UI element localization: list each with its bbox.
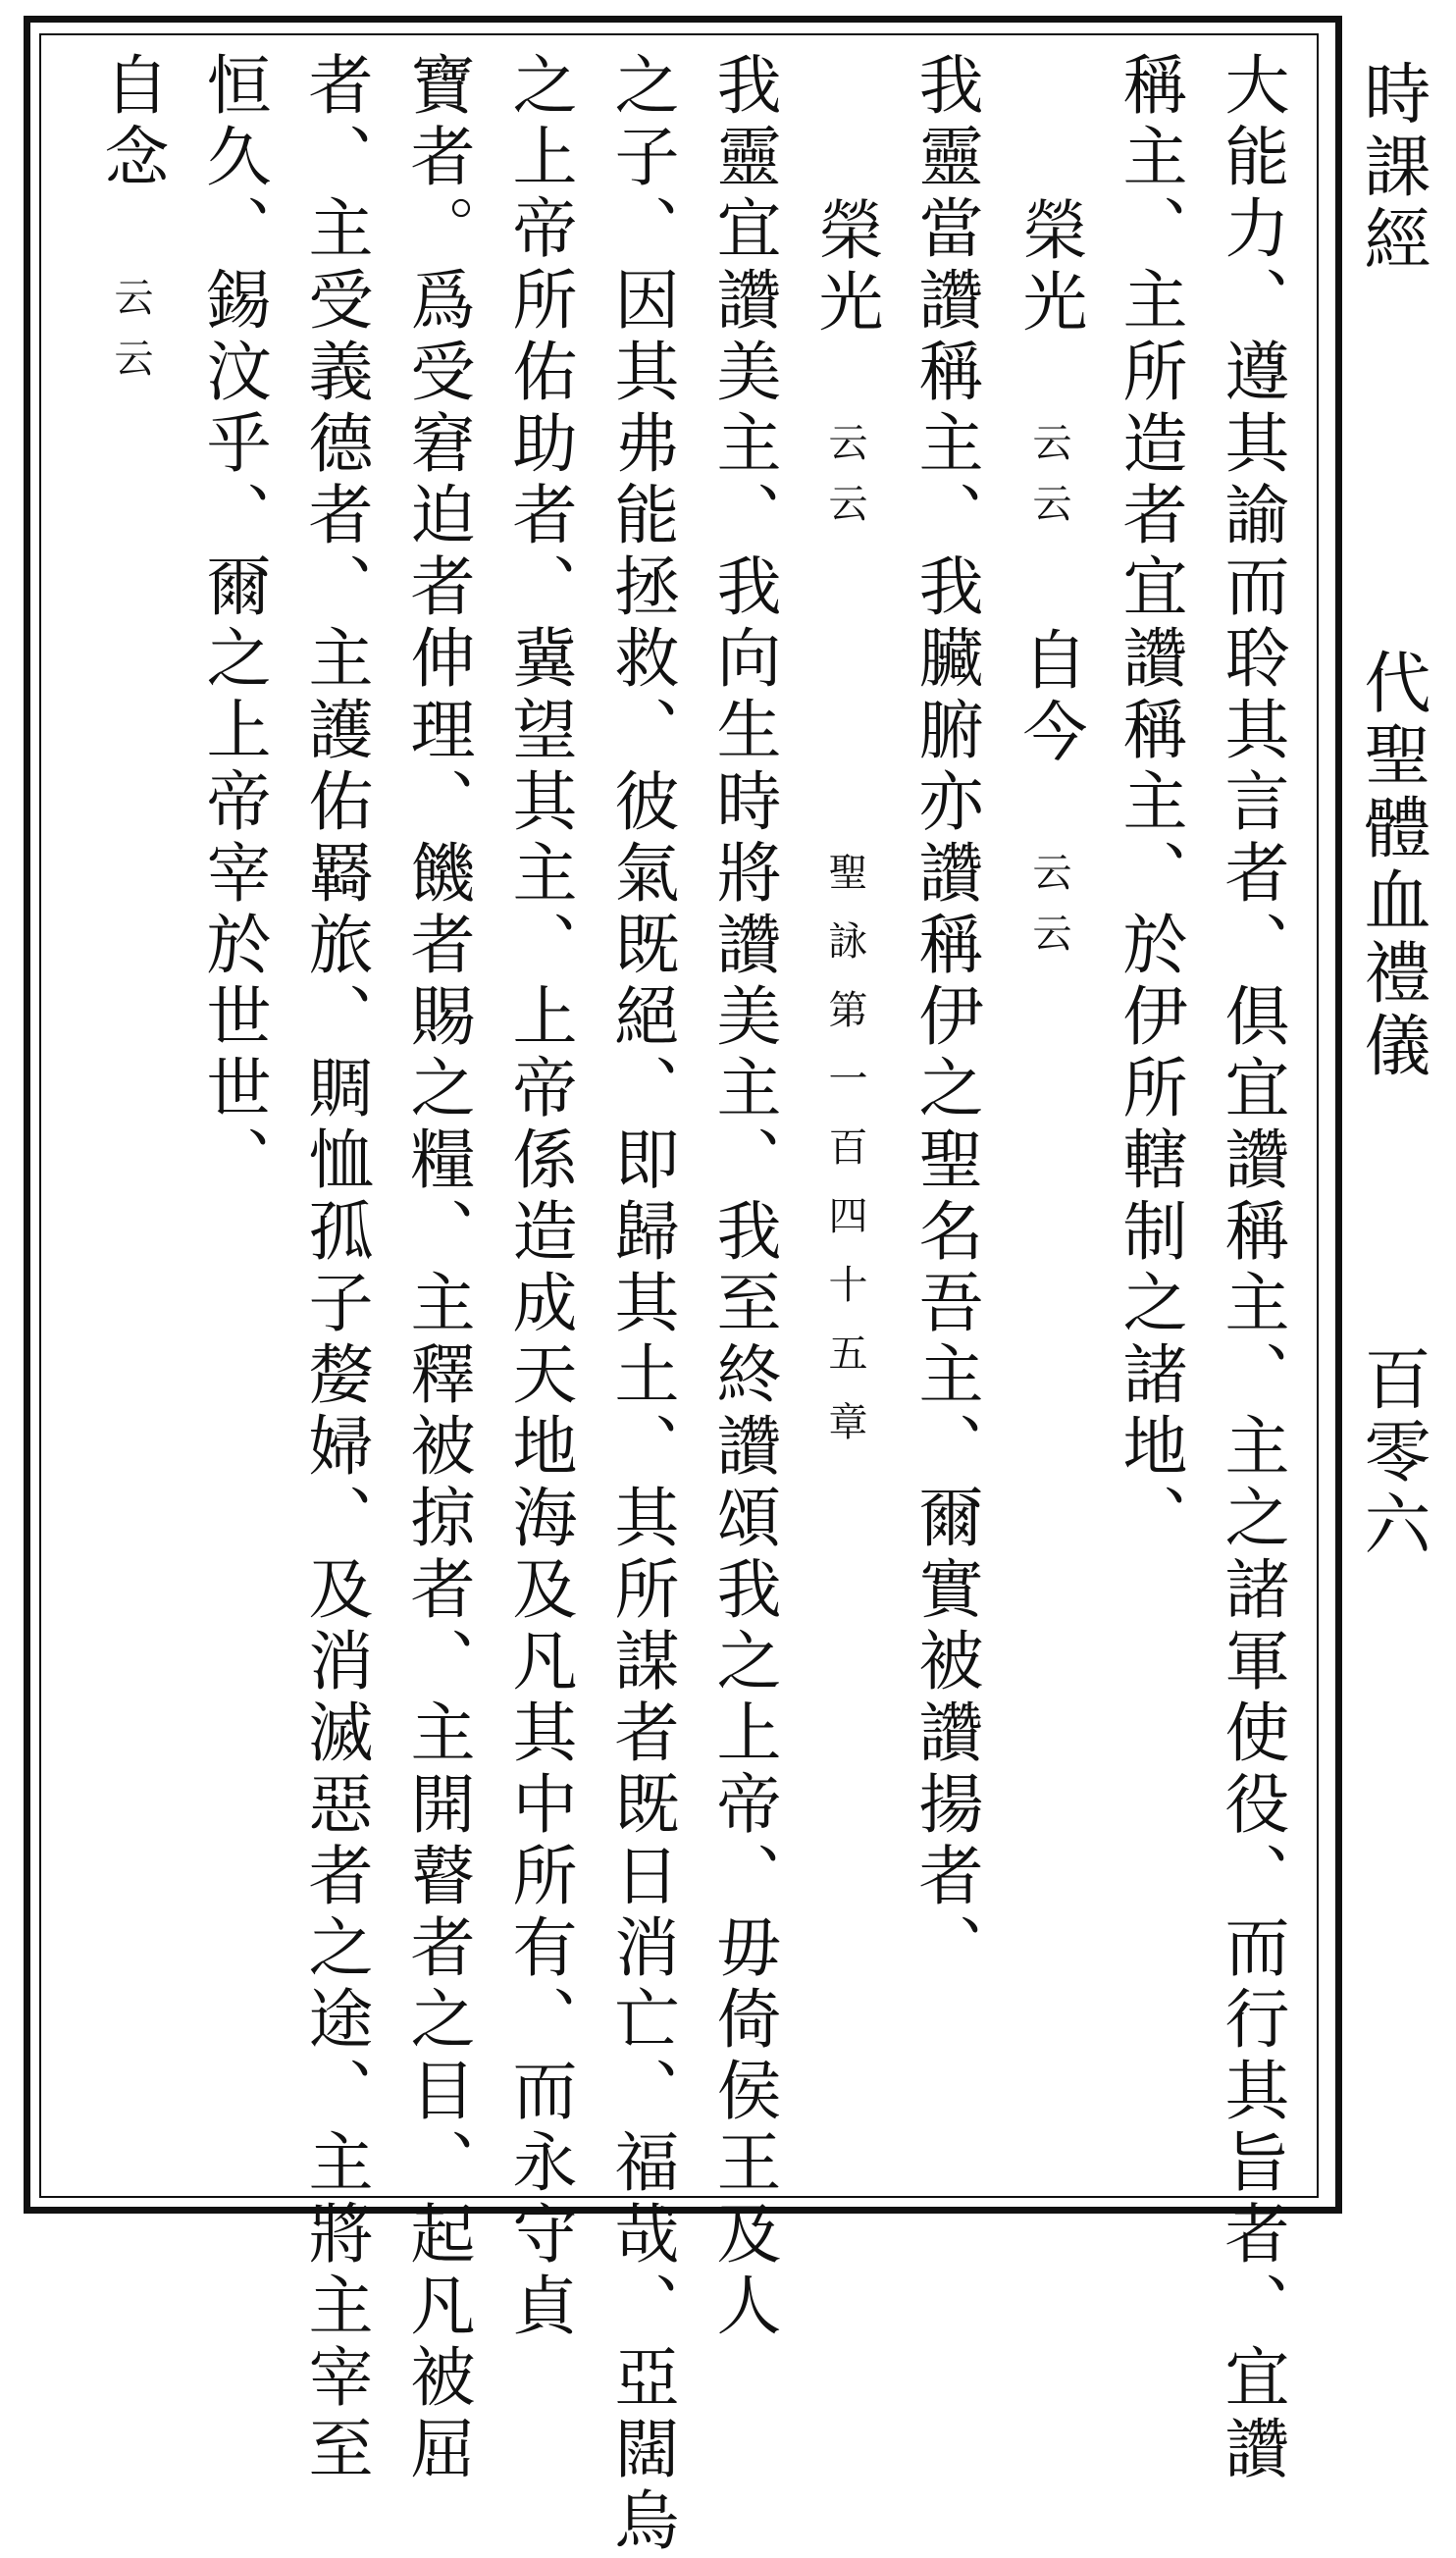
column-text: 之子、因其弗能拯救、彼氣既絕、即歸其土、其所謀者既日消亡、福哉、亞闊烏 <box>603 51 679 2558</box>
column-text: 自念 <box>93 51 169 194</box>
text-column-2 <box>1112 51 1187 1555</box>
text-column-4 <box>908 51 983 1985</box>
psalm-heading: 聖詠第一百四十五章 <box>822 852 867 1470</box>
annotation-text: 云云 <box>1026 422 1071 544</box>
text-column-12 <box>93 51 169 398</box>
column-text: 者、主受義德者、主護佑羇旅、賙恤孤子嫠婦、及消滅惡者之途、主將主宰至 <box>297 51 373 2486</box>
text-column-11 <box>195 51 271 1197</box>
text-column-7 <box>603 51 679 2558</box>
column-text: 稱主、主所造者宜讚稱主、於伊所轄制之諸地、 <box>1112 51 1187 1555</box>
text-column-1 <box>1214 51 1289 2486</box>
page-number: 百零六 <box>1353 1344 1430 1562</box>
section-title: 代聖體血禮儀 <box>1353 648 1430 1083</box>
column-text: 我靈宜讚美主、我向生時將讚美主、我至終讚頌我之上帝、毋倚侯王及人 <box>705 51 781 2343</box>
column-text: 之上帝所佑助者、冀望其主、上帝係造成天地海及凡其中所有、而永守貞 <box>501 51 577 2343</box>
annotation-text: 云云 <box>108 277 153 398</box>
text-column-5 <box>807 196 883 1470</box>
column-text: 恒久、錫汶乎、爾之上帝宰於世世、 <box>195 51 271 1197</box>
text-column-8 <box>501 51 577 2343</box>
text-column-6 <box>705 51 781 2343</box>
column-text: 榮光 <box>807 196 883 339</box>
annotation-text: 云云 <box>822 422 867 544</box>
column-text: 榮光 <box>1012 196 1087 339</box>
column-text: 寶者。爲受窘迫者伸理、饑者賜之糧、主釋被掠者、主開瞽者之目、起凡被屈 <box>399 51 475 2486</box>
column-text: 自今 <box>1012 626 1087 769</box>
text-column-10 <box>297 51 373 2486</box>
annotation-text: 云云 <box>1026 852 1071 973</box>
running-header <box>1344 59 1438 2198</box>
text-column-9 <box>399 51 475 2486</box>
text-column-3 <box>1012 196 1087 973</box>
book-title: 時課經 <box>1353 59 1430 277</box>
column-text: 大能力、遵其諭而聆其言者、俱宜讚稱主、主之諸軍使役、而行其旨者、宜讚 <box>1214 51 1289 2486</box>
column-text: 我靈當讚稱主、我臟腑亦讚稱伊之聖名吾主、爾實被讚揚者、 <box>908 51 983 1985</box>
